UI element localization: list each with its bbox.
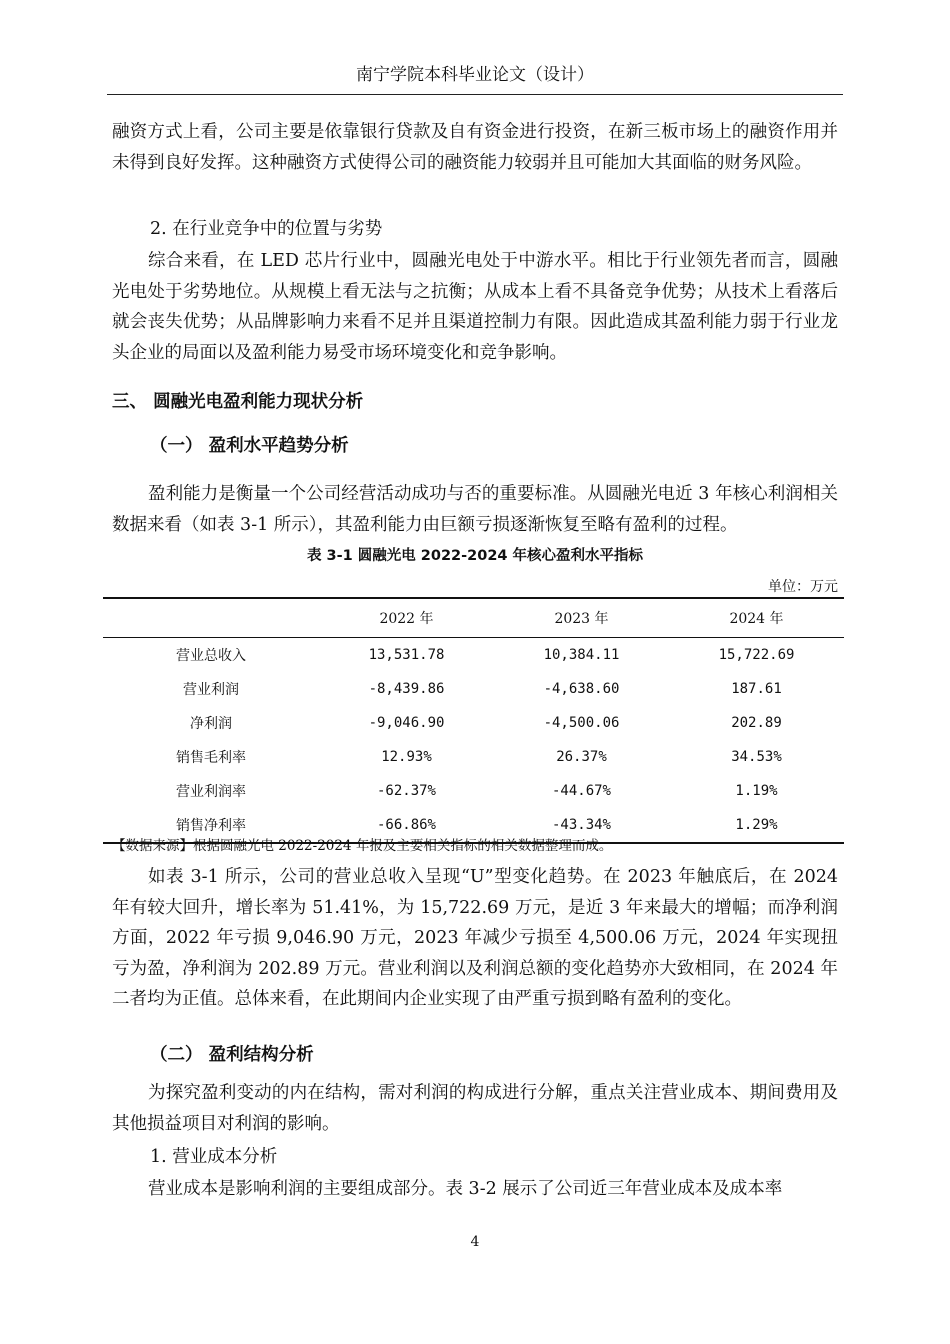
table-cell: 12.93% [381,749,432,765]
paragraph-financing: 融资方式上看，公司主要是依靠银行贷款及自有资金进行投资，在新三板市场上的融资作用并未得到良好发挥。这种融资方式使得公司的融资能力较弱并且可能加大其面临的财务风险。 [112,122,838,173]
table-cell: -44.67% [551,783,611,799]
paragraph-table-analysis: 如表 3-1 所示，公司的营业总收入呈现“U”型变化趋势。在 2023 年触底后，在 2024 年有较大回升，增长率为 51.41%，为 15,722.69 万元，是近 3 年来最大的增幅；而净利润方面，2022 年亏损 9,046.90 万元，2023 年减少亏损至 4,500.06 万元，2024 年实现扭亏为盈，净利润为 202.89 万元。营业利润以及利润总额的变化趋势亦大致相同，在 2024 年二者均为正值。总体来看，在此期间内企业实现了由严重亏损到略有盈利的变化。 [112,867,838,1009]
table-cell: 13,531.78 [368,647,445,663]
table-row [103,638,844,673]
table-cell: -8,439.86 [368,681,445,697]
table-cell: 10,384.11 [543,647,620,663]
table-cell: 15,722.69 [718,647,795,663]
table-header-cell [103,598,319,638]
table-cell: 1.19% [735,783,778,799]
table-header-cell: 2023 年 [554,611,609,627]
paragraph-operating-cost: 营业成本是影响利润的主要组成部分。表 3-2 展示了公司近三年营业成本及成本率 [148,1179,783,1199]
table-row [103,706,844,740]
header-rule [107,94,843,95]
table-cell: 营业利润率 [176,784,246,800]
table-cell: 34.53% [731,749,782,765]
table-row [103,672,844,706]
paragraph-profit-structure: 为探究盈利变动的内在结构，需对利润的构成进行分解，重点关注营业成本、期间费用及其他损益项目对利润的影响。 [112,1083,838,1134]
table-cell: 202.89 [731,715,782,731]
table-source-note: 【数据来源】根据圆融光电 2022-2024 年报及主要相关指标的相关数据整理而成。 [112,838,613,854]
table-row [103,740,844,774]
page-number: 4 [470,1234,480,1250]
table-cell: -9,046.90 [368,715,445,731]
table-cell: 营业利润 [183,682,239,698]
table-row [103,774,844,808]
table-cell: -4,500.06 [543,715,620,731]
table-cell: 销售毛利率 [176,750,246,766]
table-cell: 营业总收入 [176,648,246,664]
table-unit: 单位：万元 [768,579,838,595]
table-cell: -43.34% [551,817,611,833]
table-cell: 187.61 [731,681,782,697]
subheading-competition: 2. 在行业竞争中的位置与劣势 [150,219,383,239]
table-cell: 销售净利率 [176,818,246,834]
section-heading-3: 三、 圆融光电盈利能力现状分析 [112,392,364,412]
subheading-operating-cost: 1. 营业成本分析 [150,1147,278,1167]
profit-table [103,597,844,844]
table-cell: -62.37% [376,783,436,799]
paragraph-competition: 综合来看，在 LED 芯片行业中，圆融光电处于中游水平。相比于行业领先者而言，圆融光电处于劣势地位。从规模上看无法与之抗衡；从成本上看不具备竞争优势；从技术上看落后就会丧失优势；从品牌影响力来看不足并且渠道控制力有限。因此造成其盈利能力弱于行业龙头企业的局面以及盈利能力易受市场环境变化和竞争影响。 [112,251,838,363]
table-header-cell: 2022 年 [379,611,434,627]
table-cell: -66.86% [376,817,436,833]
paragraph-profit-trend: 盈利能力是衡量一个公司经营活动成功与否的重要标准。从圆融光电近 3 年核心利润相关数据来看（如表 3-1 所示），其盈利能力由巨额亏损逐渐恢复至略有盈利的过程。 [112,484,838,535]
table-caption: 表 3-1 圆融光电 2022-2024 年核心盈利水平指标 [306,548,644,564]
page-header: 南宁学院本科毕业论文（设计） [356,65,594,85]
table-header-cell: 2024 年 [729,611,784,627]
subsection-heading-1: （一） 盈利水平趋势分析 [150,436,349,456]
table-cell: 净利润 [190,716,232,732]
subsection-heading-2: （二） 盈利结构分析 [150,1045,314,1065]
table-cell: 1.29% [735,817,778,833]
table-cell: -4,638.60 [543,681,620,697]
table-header-row [103,598,844,638]
table-cell: 26.37% [556,749,607,765]
